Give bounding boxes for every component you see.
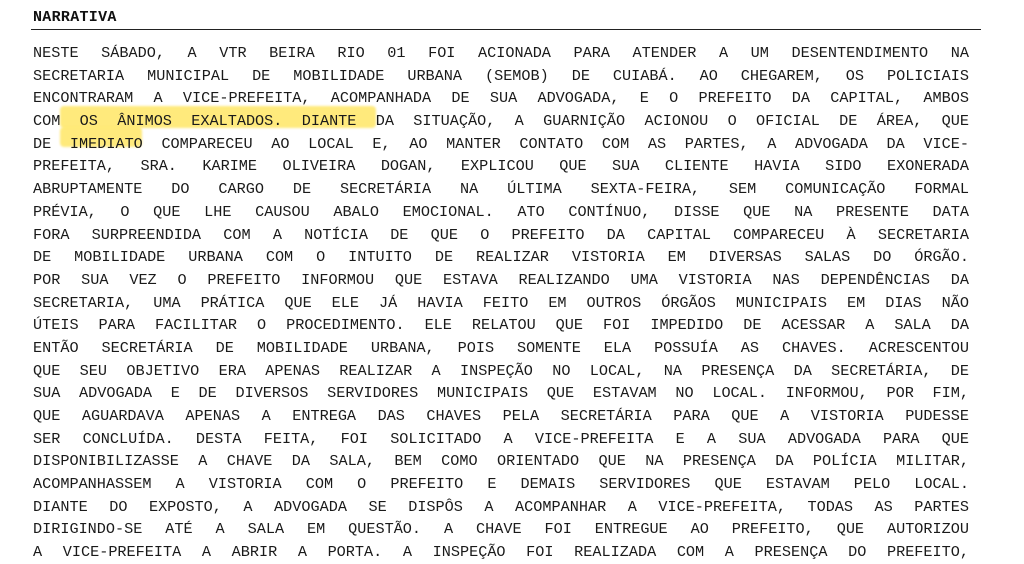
narrative-line: ÚTEIS PARA FACILITAR O PROCEDIMENTO. ELE RELATOU QUE FOI IMPEDIDO DE ACESSAR A SALA DA [33, 316, 969, 335]
narrative-line: COM OS ÂNIMOS EXALTADOS. DIANTE DA SITUAÇÃO, A GUARNIÇÃO ACIONOU O OFICIAL DE ÁREA, QUE [33, 112, 969, 131]
narrative-line: SECRETARIA MUNICIPAL DE MOBILIDADE URBANA (SEMOB) DE CUIABÁ. AO CHEGAREM, OS POLICIAIS [33, 66, 969, 85]
narrative-line: POR SUA VEZ O PREFEITO INFORMOU QUE ESTAVA REALIZANDO UMA VISTORIA NAS DEPENDÊNCIAS DA [33, 270, 969, 289]
narrative-line: DISPONIBILIZASSE A CHAVE DA SALA, BEM COMO ORIENTADO QUE NA PRESENÇA DA POLÍCIA MILITAR, [33, 452, 969, 471]
narrative-line: A VICE-PREFEITA A ABRIR A PORTA. A INSPEÇÃO FOI REALIZADA COM A PRESENÇA DO PREFEITO, [33, 543, 969, 562]
narrative-line: DIRIGINDO-SE ATÉ A SALA EM QUESTÃO. A CHAVE FOI ENTREGUE AO PREFEITO, QUE AUTORIZOU [33, 520, 969, 539]
narrative-line: ACOMPANHASSEM A VISTORIA COM O PREFEITO E DEMAIS SERVIDORES QUE ESTAVAM PELO LOCAL. [33, 475, 969, 494]
narrative-line: SER CONCLUÍDA. DESTA FEITA, FOI SOLICITADO A VICE-PREFEITA E A SUA ADVOGADA PARA QUE [33, 429, 969, 448]
narrative-line: QUE AGUARDAVA APENAS A ENTREGA DAS CHAVES PELA SECRETÁRIA PARA QUE A VISTORIA PUDESSE [33, 407, 969, 425]
narrative-line: ABRUPTAMENTE DO CARGO DE SECRETÁRIA NA ÚLTIMA SEXTA-FEIRA, SEM COMUNICAÇÃO FORMAL [33, 180, 969, 199]
narrative-line: PRÉVIA, O QUE LHE CAUSOU ABALO EMOCIONAL. ATO CONTÍNUO, DISSE QUE NA PRESENTE DATA [33, 202, 969, 221]
narrative-line: ENTÃO SECRETÁRIA DE MOBILIDADE URBANA, POIS SOMENTE ELA POSSUÍA AS CHAVES. ACRESCENTOU [33, 338, 969, 357]
heading-divider [31, 29, 981, 30]
narrative-line: DIANTE DO EXPOSTO, A ADVOGADA SE DISPÔS A ACOMPANHAR A VICE-PREFEITA, TODAS AS PARTES [33, 497, 969, 516]
narrative-line: DE IMEDIATO COMPARECEU AO LOCAL E, AO MANTER CONTATO COM AS PARTES, A ADVOGADA DA VICE- [33, 134, 969, 153]
narrative-line: FORA SURPREENDIDA COM A NOTÍCIA DE QUE O PREFEITO DA CAPITAL COMPARECEU À SECRETARIA [33, 225, 969, 244]
section-heading: NARRATIVA [33, 9, 117, 26]
narrative-line: SUA ADVOGADA E DE DIVERSOS SERVIDORES MUNICIPAIS QUE ESTAVAM NO LOCAL. INFORMOU, POR FIM, [33, 384, 969, 403]
narrative-line: QUE SEU OBJETIVO ERA APENAS REALIZAR A INSPEÇÃO NO LOCAL, NA PRESENÇA DA SECRETÁRIA, DE [33, 361, 969, 380]
narrative-line: ENCONTRARAM A VICE-PREFEITA, ACOMPANHADA DE SUA ADVOGADA, E O PREFEITO DA CAPITAL, AMBOS [33, 89, 969, 108]
narrative-line: PREFEITA, SRA. KARIME OLIVEIRA DOGAN, EXPLICOU QUE SUA CLIENTE HAVIA SIDO EXONERADA [33, 157, 969, 176]
narrative-line: SECRETARIA, UMA PRÁTICA QUE ELE JÁ HAVIA FEITO EM OUTROS ÓRGÃOS MUNICIPAIS EM DIAS NÃO [33, 293, 969, 312]
narrative-line: DE MOBILIDADE URBANA COM O INTUITO DE REALIZAR VISTORIA EM DIVERSAS SALAS DO ÓRGÃO. [33, 248, 969, 267]
narrative-line: NESTE SÁBADO, A VTR BEIRA RIO 01 FOI ACIONADA PARA ATENDER A UM DESENTENDIMENTO NA [33, 44, 969, 62]
narrative-body [33, 42, 993, 564]
